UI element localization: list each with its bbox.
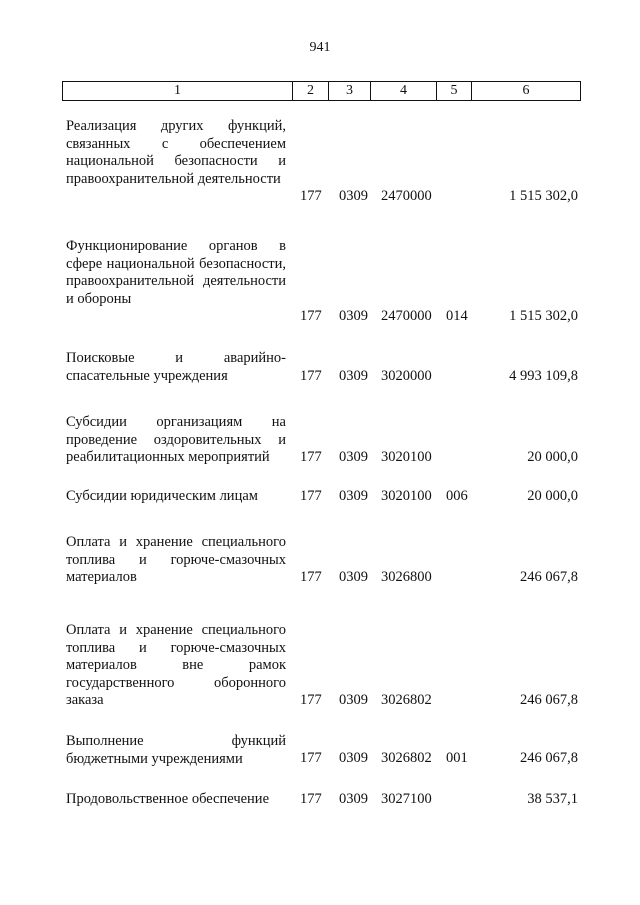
row-col6: 38 537,1 (527, 791, 578, 807)
row-description: Поисковые и аварийно-спасательные учреждения (66, 350, 286, 384)
row-col3: 0309 (339, 791, 368, 807)
row-col4: 3026800 (381, 569, 432, 585)
row-col3: 0309 (339, 188, 368, 204)
row-col6: 246 067,8 (520, 692, 578, 708)
row-col6: 20 000,0 (527, 449, 578, 465)
row-col2: 177 (300, 750, 322, 766)
row-col5: 006 (446, 488, 468, 504)
column-header-4: 4 (371, 82, 437, 101)
row-col6: 246 067,8 (520, 569, 578, 585)
row-col6: 1 515 302,0 (509, 308, 578, 324)
row-col4: 3027100 (381, 791, 432, 807)
row-col2: 177 (300, 569, 322, 585)
row-col2: 177 (300, 188, 322, 204)
row-col6: 1 515 302,0 (509, 188, 578, 204)
row-col3: 0309 (339, 449, 368, 465)
column-header-3: 3 (329, 82, 371, 101)
column-header-5: 5 (437, 82, 472, 101)
row-col2: 177 (300, 449, 322, 465)
row-col4: 3020100 (381, 449, 432, 465)
row-col6: 20 000,0 (527, 488, 578, 504)
row-col5: 014 (446, 308, 468, 324)
row-col3: 0309 (339, 692, 368, 708)
column-header-table (62, 81, 581, 101)
row-col4: 3026802 (381, 692, 432, 708)
row-description: Функционирование органов в сфере национальной безопасности, правоохранительной деятельности и обороны (66, 238, 286, 307)
row-description: Продовольственное обеспечение (66, 791, 269, 807)
row-col4: 2470000 (381, 188, 432, 204)
row-col4: 3020100 (381, 488, 432, 504)
row-col2: 177 (300, 692, 322, 708)
row-col5: 001 (446, 750, 468, 766)
column-header-6: 6 (472, 82, 581, 101)
column-header-row (63, 82, 581, 101)
row-description: Выполнение функций бюджетными учреждениями (66, 733, 286, 767)
row-col2: 177 (300, 308, 322, 324)
row-col4: 2470000 (381, 308, 432, 324)
row-col2: 177 (300, 368, 322, 384)
row-col6: 4 993 109,8 (509, 368, 578, 384)
row-col4: 3026802 (381, 750, 432, 766)
row-col6: 246 067,8 (520, 750, 578, 766)
column-header-1: 1 (63, 82, 293, 101)
row-col3: 0309 (339, 569, 368, 585)
column-header-2: 2 (293, 82, 329, 101)
row-description: Субсидии юридическим лицам (66, 488, 258, 504)
row-col3: 0309 (339, 488, 368, 504)
row-col2: 177 (300, 791, 322, 807)
row-description: Оплата и хранение специального топлива и горюче-смазочных материалов (66, 534, 286, 586)
row-col3: 0309 (339, 308, 368, 324)
row-col3: 0309 (339, 368, 368, 384)
row-col2: 177 (300, 488, 322, 504)
row-description: Оплата и хранение специального топлива и горюче-смазочных материалов вне рамок государственного оборонного заказа (66, 622, 286, 709)
row-description: Субсидии организациям на проведение оздоровительных и реабилитационных мероприятий (66, 414, 286, 466)
row-col3: 0309 (339, 750, 368, 766)
row-col4: 3020000 (381, 368, 432, 384)
row-description: Реализация других функций, связанных с обеспечением национальной безопасности и правоохранительной деятельности (66, 118, 286, 187)
page-number: 941 (309, 40, 331, 55)
